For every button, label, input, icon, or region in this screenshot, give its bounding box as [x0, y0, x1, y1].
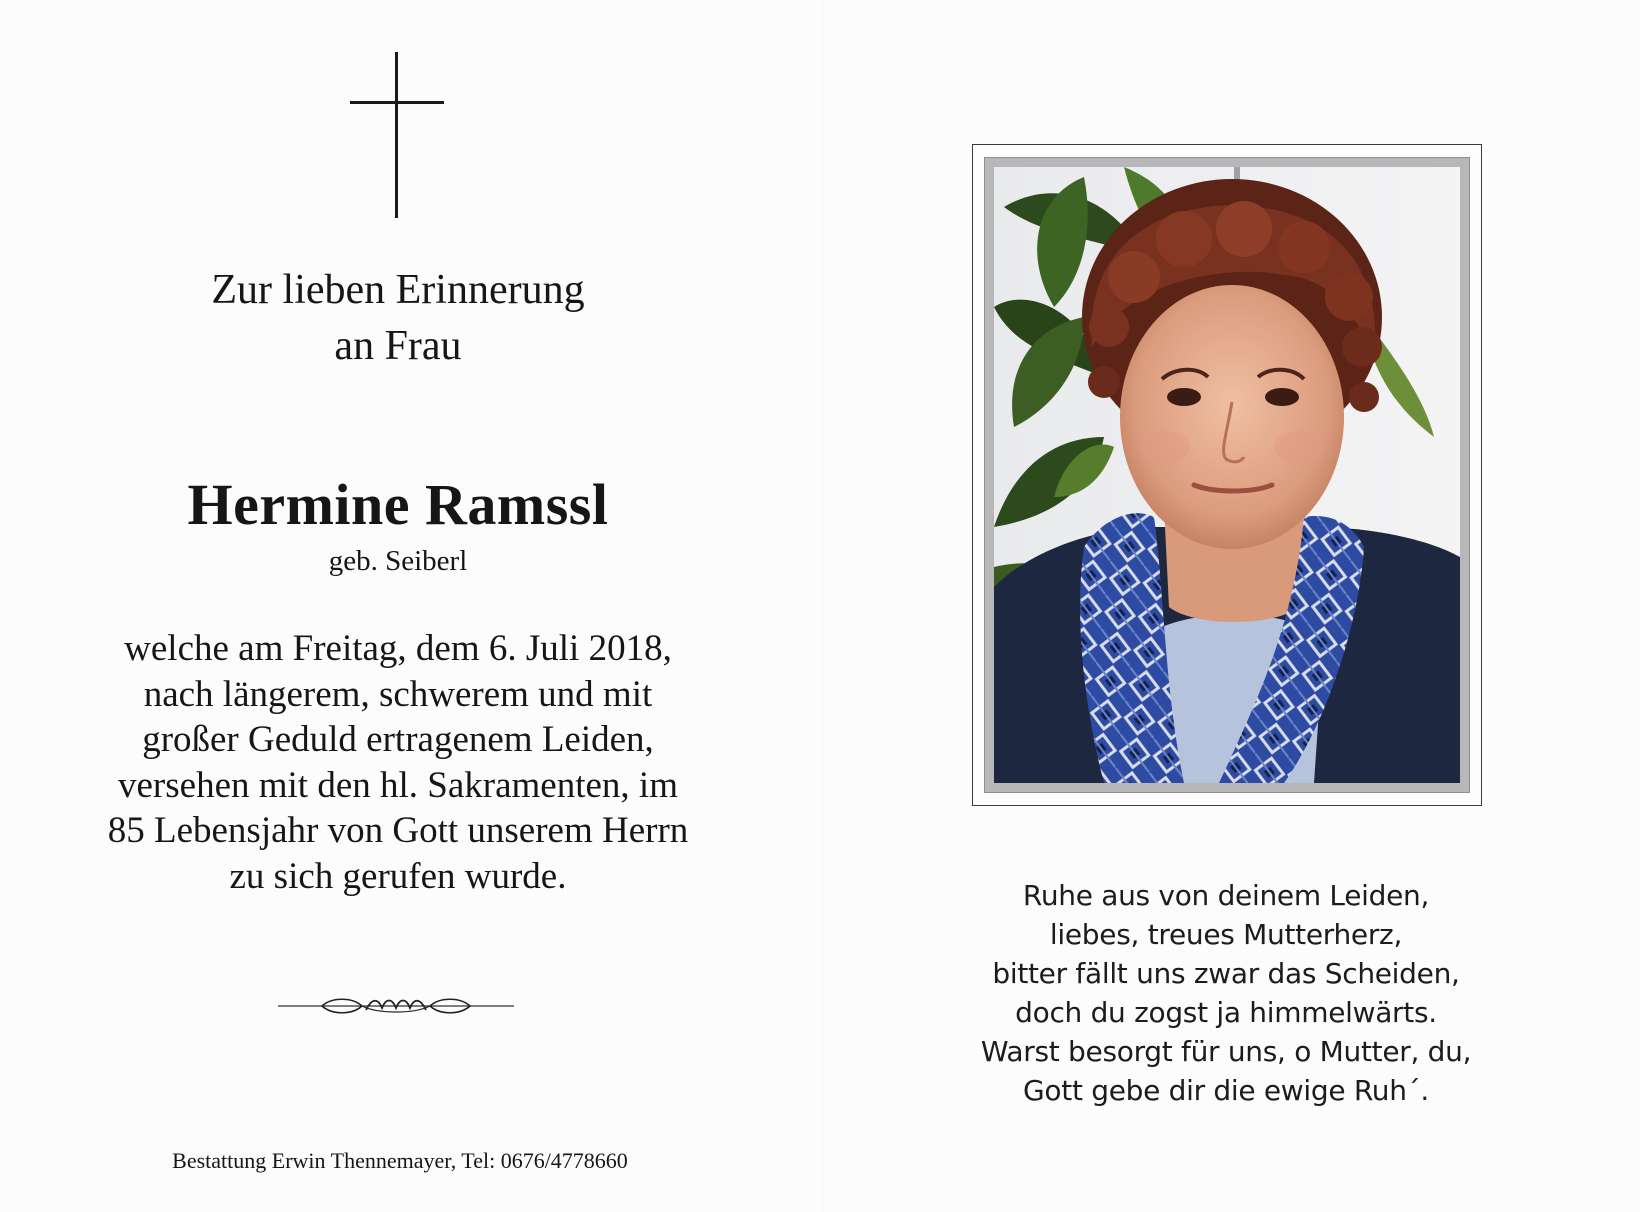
announcement-line: versehen mit den hl. Sakramenten, im — [118, 764, 678, 806]
announcement-line: großer Geduld ertragenem Leiden, — [142, 719, 654, 760]
poem-line: bitter fällt uns zwar das Scheiden, — [992, 957, 1460, 990]
intro-line: Zur lieben Erinnerung — [211, 267, 585, 313]
poem-line: Warst besorgt für uns, o Mutter, du, — [980, 1035, 1472, 1068]
cross-icon — [350, 52, 444, 218]
card-fold — [822, 0, 823, 1212]
poem-line: Ruhe aus von deinem Leiden, — [1022, 879, 1430, 912]
poem-line: liebes, treues Mutterherz, — [1049, 918, 1403, 951]
portrait-mat — [984, 157, 1470, 793]
deceased-name: Hermine Ramssl — [187, 472, 609, 537]
undertaker-contact: Bestattung Erwin Thennemayer, Tel: 0676/4778660 — [172, 1148, 628, 1173]
portrait-photo — [994, 167, 1460, 783]
announcement-line: welche am Freitag, dem 6. Juli 2018, — [124, 628, 672, 669]
intro-line: an Frau — [334, 323, 462, 369]
announcement-text — [30, 626, 766, 899]
announcement-line: 85 Lebensjahr von Gott unserem Herrn — [107, 810, 689, 851]
poem-line: Gott gebe dir die ewige Ruh´. — [1023, 1074, 1429, 1107]
intro-text — [30, 262, 766, 374]
birth-name: geb. Seiberl — [328, 545, 468, 577]
poem-line: doch du zogst ja himmelwärts. — [1015, 996, 1437, 1029]
portrait-frame — [972, 144, 1482, 806]
announcement-line: nach längerem, schwerem und mit — [143, 673, 653, 715]
ornamental-divider-icon — [278, 994, 514, 1018]
poem-text — [958, 876, 1494, 1110]
announcement-line: zu sich gerufen wurde. — [229, 855, 567, 897]
